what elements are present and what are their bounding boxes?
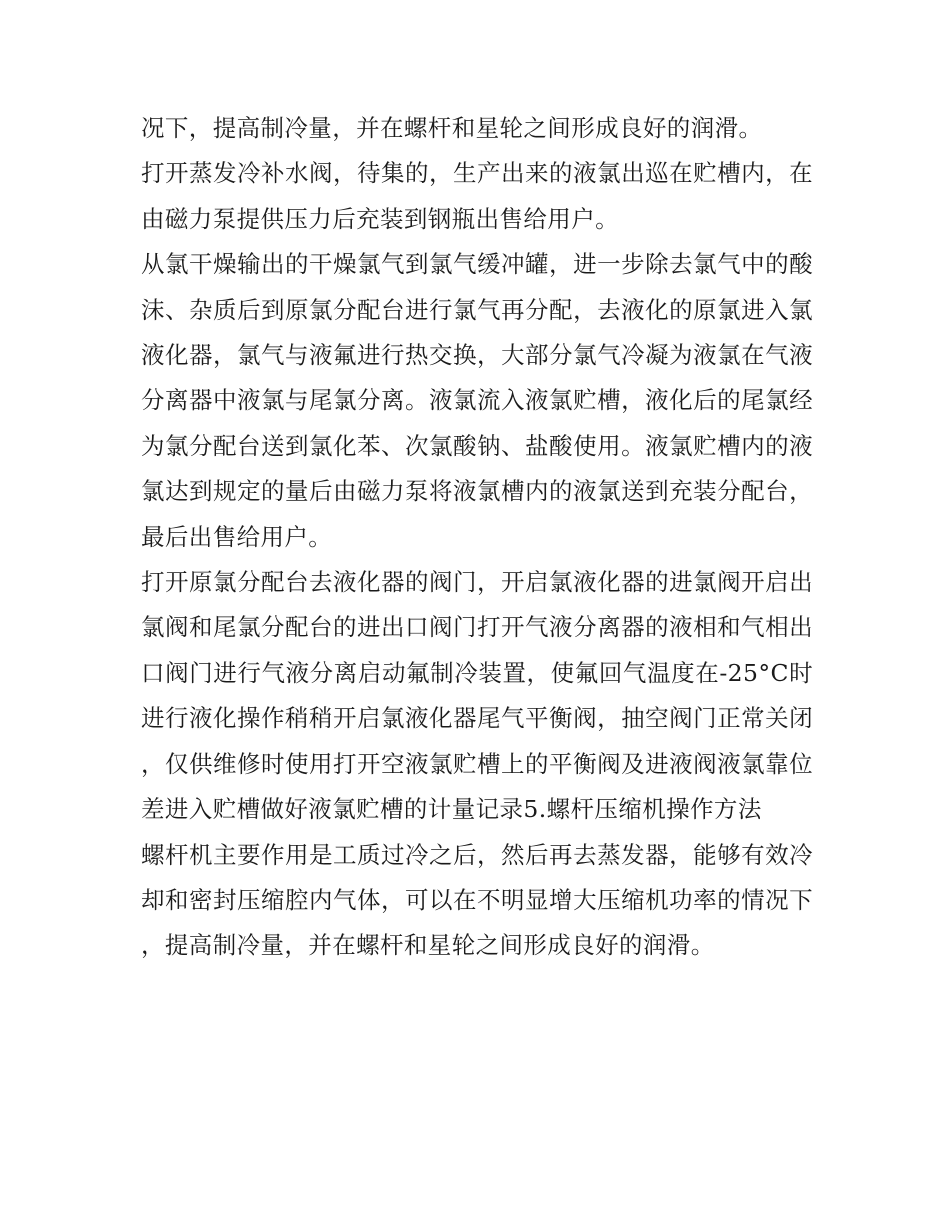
paragraph-continuation: 况下，提高制冷量，并在螺杆和星轮之间形成良好的润滑。 <box>141 114 763 142</box>
paragraph-chlorine-drying: 从氯干燥输出的干燥氯气到氯气缓冲罐，进一步除去氯气中的酸沫、杂质后到原氯分配台进行氯气再分配，去液化的原氯进入氯液化器，氯气与液氟进行热交换，大部分氯气冷凝为液氯在气液分离器中液氯与尾氯分离。液氯流入液氯贮槽，液化后的尾氯经为氯分配台送到氯化苯、次氯酸钠、盐酸使用。液氯贮槽内的液氯达到规定的量后由磁力泵将液氯槽内的液氯送到充装分配台，最后出售给用户。 <box>141 250 813 551</box>
paragraph-liquefaction-operation: 打开原氯分配台去液化器的阀门，开启氯液化器的进氯阀开启出氯阀和尾氯分配台的进出口阀门打开气液分离器的液相和气相出口阀门进行气液分离启动氟制冷装置，使氟回气温度在-25°C时进行液化操作稍稍开启氯液化器尾气平衡阀，抽空阀门正常关闭，仅供维修时使用打开空液氯贮槽上的平衡阀及进液阀液氯靠位差进入贮槽做好液氯贮槽的计量记录5.螺杆压缩机操作方法 <box>141 568 813 824</box>
paragraph-screw-compressor: 螺杆机主要作用是工质过冷之后，然后再去蒸发器，能够有效冷却和密封压缩腔内气体，可以在不明显增大压缩机功率的情况下，提高制冷量，并在螺杆和星轮之间形成良好的润滑。 <box>141 840 813 960</box>
document-body <box>141 106 813 969</box>
paragraph-evaporative-cooling: 打开蒸发冷补水阀，待集的，生产出来的液氯出巡在贮槽内，在由磁力泵提供压力后充装到钢瓶出售给用户。 <box>141 159 813 233</box>
